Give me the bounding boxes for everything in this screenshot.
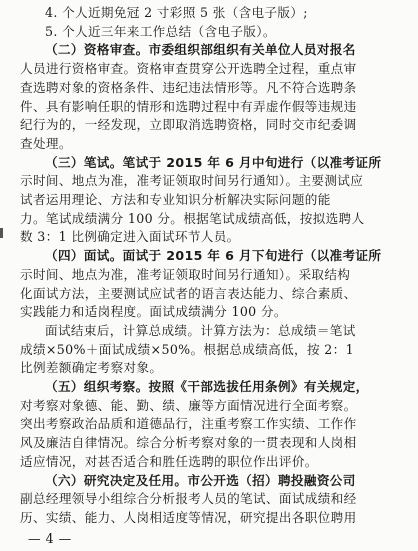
text-line: 副总经理领导小组综合分析报考人员的笔试、面试成绩和经: [20, 491, 357, 507]
section-heading: （四）面试。面试于 2015 年 6 月下旬进行（以准考证所: [45, 248, 382, 264]
text-line: 5. 个人近三年来工作总结（含电子版）。: [45, 23, 276, 39]
text-line: 适应情况，对甚否适合和胜任选聘的职位作出评价。: [20, 453, 318, 469]
section-heading: （二）资格审查。市委组织部组织有关单位人员对报名: [45, 42, 356, 58]
text-line: 示时间、地点为准，准考证领取时间另行通知）。主要测试应: [20, 173, 364, 189]
scan-mark: [0, 228, 3, 238]
text-line: 突出考察政治品质和道德品行，注重考察工作实绩、工作作: [20, 416, 357, 432]
text-line: 查选聘对象的资格条件、违纪违法情形等。凡不符合选聘条: [20, 79, 357, 95]
text-line: 试者运用理论、方法和专业知识分析解决实际问题的能: [20, 192, 331, 208]
text-line: 纪行为的，一经发现，立即取消选聘资格，同时交市纪委调: [20, 117, 357, 133]
text-line: 风及廉洁自律情况。综合分析考察对象的一贯表现和人岗相: [20, 435, 357, 451]
page-number: — 4 —: [28, 531, 72, 546]
section-heading: （三）笔试。笔试于 2015 年 6 月中旬进行（以准考证所: [45, 154, 382, 170]
text-line: 4. 个人近期免冠 2 寸彩照 5 张（含电子版）;: [45, 5, 308, 20]
text-line: 成绩×50%＋面试成绩×50%。根据总成绩高低，按 2：1: [20, 341, 354, 357]
text-line: 化面试方法，主要测试应试者的语言表达能力、综合素质、: [20, 285, 357, 301]
text-line: 查处理。: [20, 135, 72, 151]
text-line: 数 3：1 比例确定进入面试环节人员。: [20, 229, 240, 245]
text-line: 件、具有影响任职的情形和选聘过程中有弄虚作假等违规违: [20, 98, 357, 114]
text-line: 实践能力和适岗程度。面试成绩满分 100 分。: [20, 304, 287, 320]
section-heading: （五）组织考察。按照《干部选拔任用条例》有关规定，: [45, 379, 369, 395]
text-line: 人员进行资格审查。资格审查贯穿公开选聘全过程，重点审: [20, 61, 357, 77]
section-heading: （六）研究决定及任用。市公开选（招）聘投融资公司: [45, 472, 356, 488]
text-line: 历、实绩、能力、人岗相适度等情况，研究提出各职位聘用: [20, 510, 357, 525]
text-line: 示时间、地点为准，准考证领取时间另行通知）。采取结构: [20, 266, 351, 282]
text-line: 比例差额确定考察对象。: [20, 360, 163, 376]
text-line: 面试结束后，计算总成绩。计算方法为：总成绩＝笔试: [45, 322, 356, 338]
text-line: 对考察对象德、能、勤、绩、廉等方面情况进行全面考察。: [20, 397, 357, 413]
text-line: 力。笔试成绩满分 100 分。根据笔试成绩高低，按拟选聘人: [20, 210, 365, 226]
